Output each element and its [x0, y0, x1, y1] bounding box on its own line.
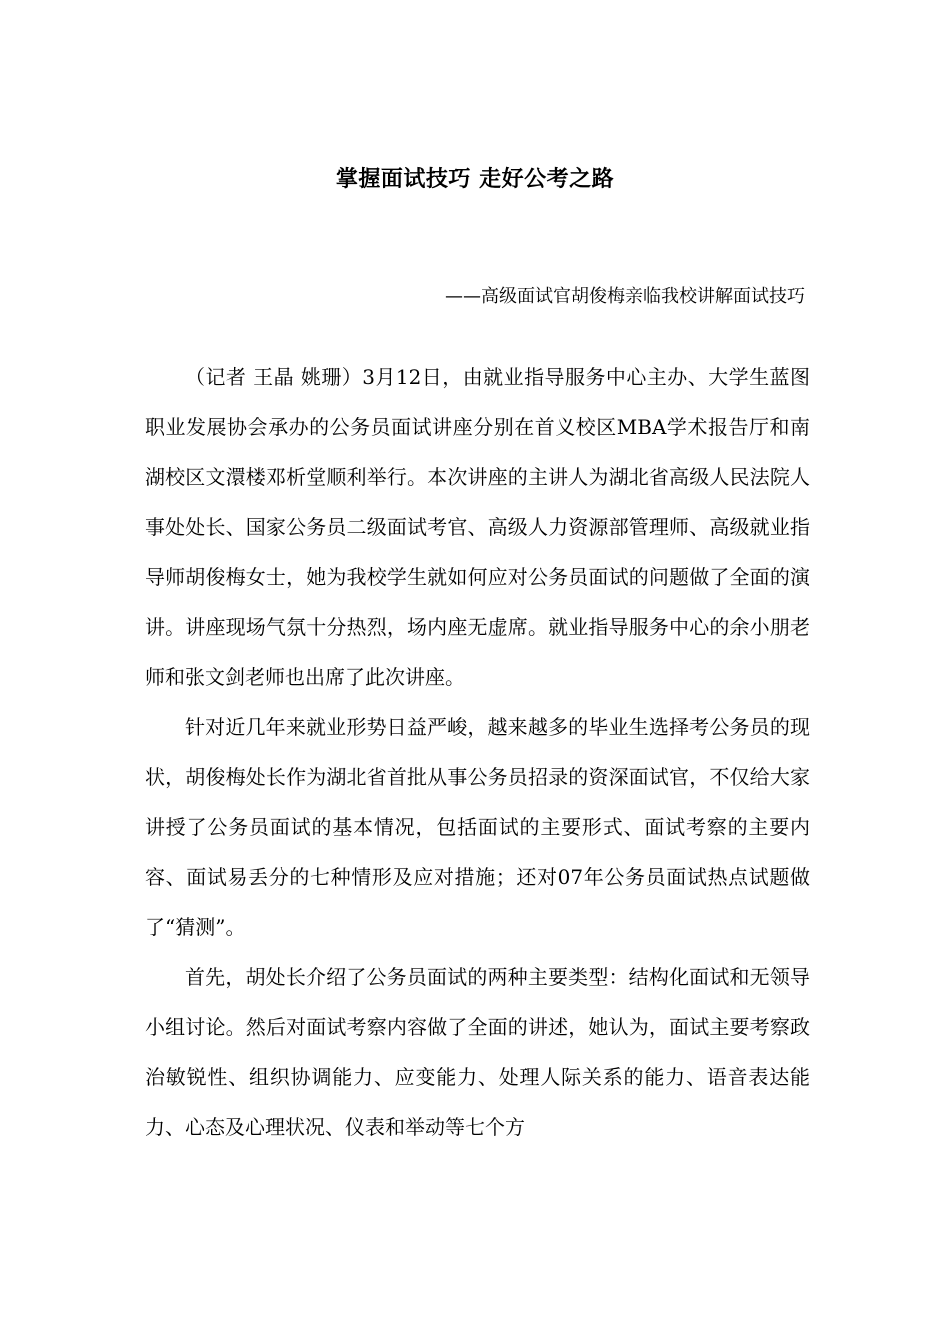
document-subtitle: ——高级面试官胡俊梅亲临我校讲解面试技巧 [445, 286, 805, 307]
article-body [145, 352, 810, 1152]
document-title: 掌握面试技巧 走好公考之路 [335, 167, 615, 192]
paragraph-content: 首先，胡处长介绍了公务员面试的两种主要类型：结构化面试和无领导小组讨论。然后对面试考察内容做了全面的讲述，她认为，面试主要考察政治敏锐性、组织协调能力、应变能力、处理人际关系的能力、语音表达能力、心态及心理状况、仪表和举动等七个方 [145, 965, 810, 1139]
paragraph-intro: （记者 王晶 姚珊）3月12日，由就业指导服务中心主办、大学生蓝图职业发展协会承办的公务员面试讲座分别在首义校区MBA学术报告厅和南湖校区文澴楼邓析堂顺利举行。本次讲座的主讲人为湖北省高级人民法院人事处处长、国家公务员二级面试考官、高级人力资源部管理师、高级就业指导师胡俊梅女士，她为我校学生就如何应对公务员面试的问题做了全面的演讲。讲座现场气氛十分热烈，场内座无虚席。就业指导服务中心的余小朋老师和张文剑老师也出席了此次讲座。 [145, 365, 810, 689]
paragraph-background: 针对近几年来就业形势日益严峻，越来越多的毕业生选择考公务员的现状，胡俊梅处长作为湖北省首批从事公务员招录的资深面试官，不仅给大家讲授了公务员面试的基本情况，包括面试的主要形式、面试考察的主要内容、面试易丢分的七种情形及应对措施；还对07年公务员面试热点试题做了“猜测”。 [145, 715, 810, 939]
